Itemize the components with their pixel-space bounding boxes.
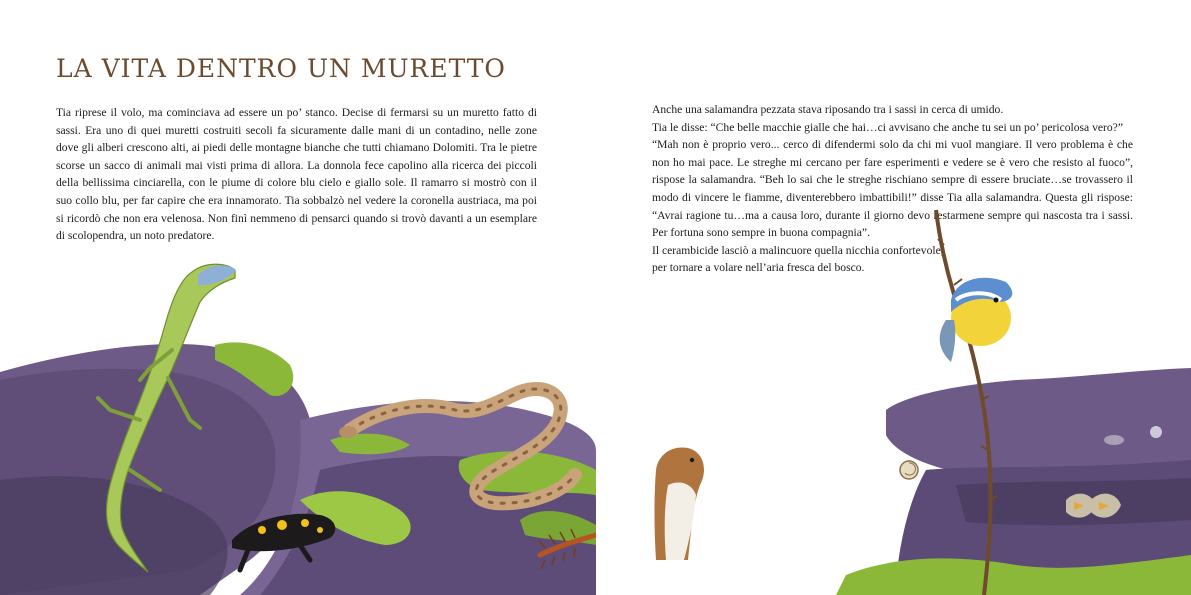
right-page <box>596 0 1191 595</box>
snail-illustration <box>900 461 918 479</box>
blue-tit-illustration <box>940 278 1013 362</box>
right-line-5: per tornare a volare nell’aria fresca del bosco. <box>652 261 865 275</box>
right-rock-illustration <box>836 368 1191 595</box>
left-paragraph: Tia riprese il volo, ma cominciava ad essere un po’ stanco. Decise di fermarsi su un muretto fatto di sassi. Era uno di quei muretti costruiti secoli fa sicuramente dalle mani di un contadino, nelle zone dove gli alberi crescono alti, ai piedi delle montagne bianche che tutti chiamano Dolomiti. Tra le pietre scorse un sacco di animali mai visti prima di allora. La donnola fece capolino alla ricerca dei piccoli della bellissima cinciarella, con le piume di colore blu cielo e giallo sole. Il ramarro si mostrò con il suo collo blu, per far capire che era innamorato. Tia sobbalzò nel vedere la coronella austriaca, ma poi si ricordò che non era velenosa. Non finì nemmeno di pensarci quando si trovò davanti a un esemplare di scolopendra, un noto predatore. <box>56 106 537 243</box>
right-line-3: “Mah non è proprio vero... cerco di difendermi solo da chi mi vuol mangiare. Il vero problema è che non ho mai pace. Le streghe mi cercano per fare esperimenti e vedere se è vero che resisto al fuoco”, rispose la salamandra. “Beh lo sai che le streghe rischiano sempre di essere bruciate…se trovassero il modo di vincere le fiamme, diventerebbero imbattibili!” disse Tia alla salamandra. Questa gli rispose: “Avrai ragione tu…ma a causa loro, durante il giorno devo restarmene sempre qui nascosta tra i sassi. Per fortuna sono sempre in buona compagnia”. <box>652 138 1133 240</box>
right-line-4: Il cerambicide lasciò a malincuore quella nicchia confortevole, <box>652 243 944 257</box>
page-title: LA VITA DENTRO UN MURETTO <box>56 54 506 83</box>
right-illustration <box>596 0 1191 595</box>
weasel-illustration <box>655 447 705 560</box>
right-line-1: Anche una salamandra pezzata stava riposando tra i sassi in cerca di umido. <box>652 103 1004 116</box>
right-line-2: Tia le disse: “Che belle macchie gialle che hai…ci avvisano che anche tu sei un po’ pericolosa vero?” <box>652 120 1123 134</box>
